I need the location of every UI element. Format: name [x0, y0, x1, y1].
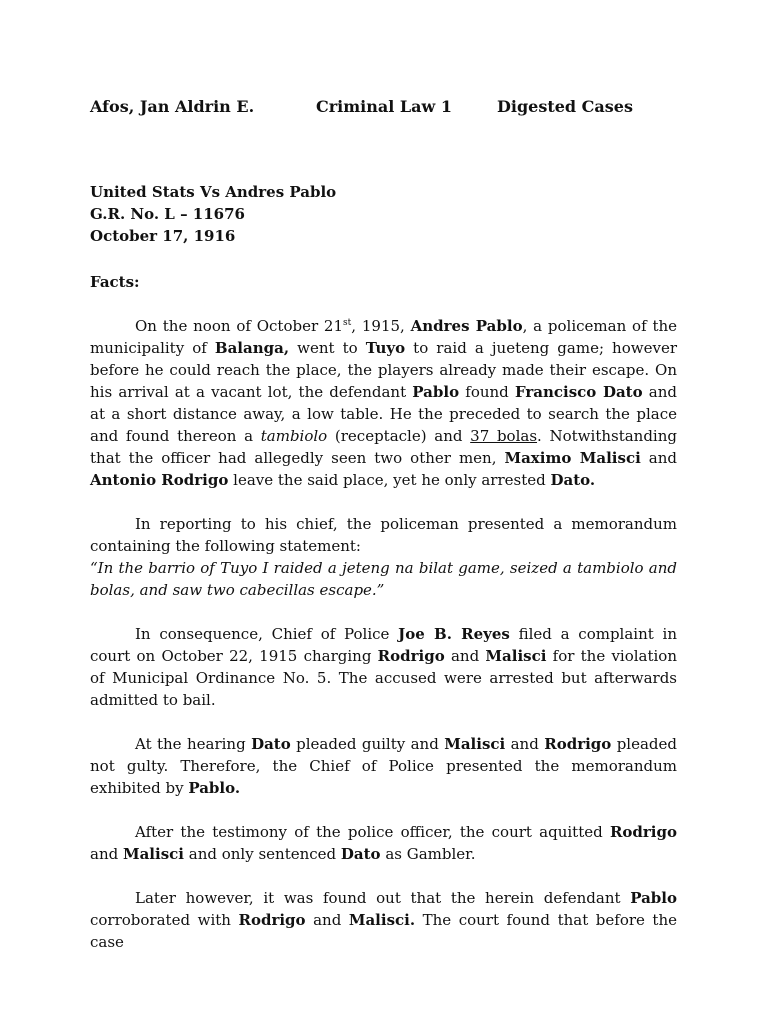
- facts-paragraph-4: At the hearing Dato pleaded guilty and Malisci and Rodrigo pleaded not gulty. Therefore, the Chief of Police presented the memorandum exhibited by Pablo.: [90, 735, 677, 797]
- case-info: [90, 181, 677, 247]
- document-body: [90, 181, 677, 975]
- facts-paragraph-5: After the testimony of the police officer, the court aquitted Rodrigo and Malisci and only sentenced Dato as Gambler.: [90, 823, 677, 863]
- course-name: Criminal Law 1: [316, 97, 452, 116]
- facts-paragraph-3: In consequence, Chief of Police Joe B. Reyes filed a complaint in court on October 22, 1915 charging Rodrigo and Malisci for the violation of Municipal Ordinance No. 5. The accused were arrested but afterwards admitted to bail.: [90, 625, 678, 709]
- document-header: [90, 97, 690, 121]
- memorandum-quote: “In the barrio of Tuyo I raided a jeteng na bilat game, seized a tambiolo and bolas, and saw two cabecillas escape.”: [90, 559, 677, 599]
- facts-paragraph-1: On the noon of October 21st, 1915, Andres Pablo, a policeman of the municipality of Balanga, went to Tuyo to raid a jueteng game; however before he could reach the place, the players already made their escape. On his arrival at a vacant lot, the defendant Pablo found Francisco Dato and at a short distance away, a low table. He the preceded to search the place and found thereon a tambiolo (receptacle) and 37 bolas. Notwithstanding that the officer had allegedly seen two other men, Maximo Malisci and Antonio Rodrigo leave the said place, yet he only arrested Dato.: [90, 317, 678, 489]
- case-title: United Stats Vs Andres Pablo: [90, 183, 337, 201]
- facts-heading: Facts:: [90, 273, 140, 291]
- case-gr-number: G.R. No. L – 11676: [90, 205, 245, 223]
- facts-paragraph-2: In reporting to his chief, the policeman presented a memorandum containing the following statement:: [90, 515, 677, 555]
- case-date: October 17, 1916: [90, 227, 236, 245]
- document-type: Digested Cases: [497, 97, 633, 116]
- author-name: Afos, Jan Aldrin E.: [90, 97, 255, 116]
- facts-paragraph-6: Later however, it was found out that the herein defendant Pablo corroborated with Rodrigo and Malisci. The court found that before the case: [90, 889, 678, 951]
